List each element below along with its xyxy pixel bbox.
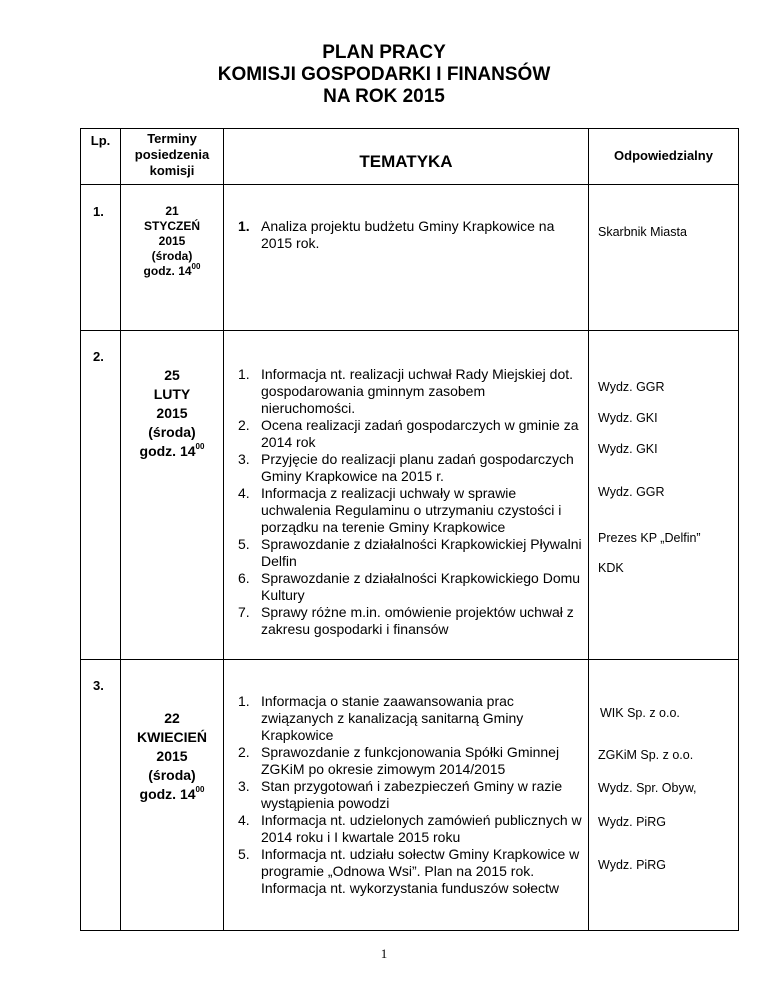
- row-2-topics: [238, 366, 583, 638]
- table-column-divider: [588, 128, 589, 931]
- table-border-top: [80, 128, 739, 129]
- topic-item: [238, 693, 583, 744]
- row-1-weekday: (środa): [151, 249, 193, 263]
- topic-item: [238, 451, 583, 485]
- header-responsible: Odpowiedzialny: [614, 148, 713, 163]
- topic-number: 1.: [238, 218, 250, 234]
- topic-text: Stan przygotowań i zabezpieczeń Gminy w razie wystąpienia powodzi: [261, 778, 563, 811]
- row-1-month: STYCZEŃ: [143, 219, 200, 233]
- row-3-time: [121, 785, 223, 804]
- row-3-time-hour: godz. 14: [139, 786, 196, 802]
- topic-number: 3.: [238, 451, 250, 467]
- table-border-left: [80, 128, 81, 931]
- row-3-responsible-4: Wydz. PiRG: [598, 815, 666, 829]
- row-2-month: LUTY: [153, 386, 191, 402]
- topic-text: Sprawozdanie z funkcjonowania Spółki Gminnej ZGKiM po okresie zimowym 2014/2015: [261, 744, 560, 777]
- row-2-responsible-5: Prezes KP „Delfin”: [598, 531, 701, 545]
- row-3-time-minutes: 00: [195, 785, 205, 795]
- row-2-time-hour: godz. 14: [139, 443, 196, 459]
- topic-text: Informacja nt. udzielonych zamówień publicznych w 2014 roku i I kwartale 2015 roku: [261, 812, 582, 845]
- topic-text: Informacja z realizacji uchwały w sprawie uchwalenia Regulaminu o utrzymaniu czystości i porządku na terenie Gminy Krapkowice: [261, 485, 562, 535]
- topic-item: [238, 778, 583, 812]
- topic-text: Informacja o stanie zaawansowania prac związanych z kanalizacją sanitarną Gminy Krapkowice: [261, 693, 524, 743]
- row-1-responsible: Skarbnik Miasta: [598, 225, 687, 239]
- topic-text: Analiza projektu budżetu Gminy Krapkowice na 2015 rok.: [261, 218, 555, 251]
- row-3-responsible-5: Wydz. PiRG: [598, 858, 666, 872]
- topic-text: Sprawy różne m.in. omówienie projektów uchwał z zakresu gospodarki i finansów: [261, 604, 574, 637]
- topic-item: [238, 570, 583, 604]
- row-1-year: 2015: [158, 234, 186, 248]
- row-3-topics: [238, 693, 583, 897]
- row-1-time-minutes: 00: [191, 262, 201, 271]
- topic-number: 2.: [238, 744, 250, 760]
- row-1-term: [121, 204, 223, 279]
- header-lp: Lp.: [90, 133, 111, 148]
- row-3-year: 2015: [156, 748, 188, 764]
- topic-number: 2.: [238, 417, 250, 433]
- page-number: 1: [380, 946, 388, 961]
- topic-number: 5.: [238, 536, 250, 552]
- table-border-right: [738, 128, 739, 931]
- header-terms-line-1: Terminy: [147, 131, 197, 146]
- row-3-responsible-2: ZGKiM Sp. z o.o.: [598, 748, 694, 762]
- row-1-topics: [238, 218, 583, 252]
- row-3-responsible-1: WIK Sp. z o.o.: [600, 706, 680, 720]
- header-topic: TEMATYKA: [359, 152, 453, 171]
- topic-item: [238, 812, 583, 846]
- row-2-responsible-6: KDK: [598, 561, 624, 575]
- topic-number: 3.: [238, 778, 250, 794]
- topic-item: [238, 366, 583, 417]
- row-3-term: [121, 709, 223, 804]
- row-2-weekday: (środa): [148, 424, 196, 440]
- row-2-responsible-1: Wydz. GGR: [598, 380, 665, 394]
- table-border-bottom: [80, 930, 739, 931]
- row-1-time: [121, 264, 223, 279]
- table-row-divider: [80, 184, 739, 185]
- row-2-time-minutes: 00: [195, 442, 205, 452]
- topic-number: 4.: [238, 485, 250, 501]
- row-1-time-hour: godz. 14: [143, 264, 192, 278]
- title-line-3: NA ROK 2015: [323, 86, 445, 107]
- topic-number: 1.: [238, 366, 250, 382]
- topic-item: [238, 744, 583, 778]
- row-2-time: [121, 442, 223, 461]
- topic-item: [238, 417, 583, 451]
- topic-number: 5.: [238, 846, 250, 862]
- topic-number: 6.: [238, 570, 250, 586]
- topic-item: [238, 536, 583, 570]
- row-2-term: [121, 366, 223, 461]
- row-3-responsible-3: Wydz. Spr. Obyw,: [598, 781, 697, 795]
- document-title: [0, 42, 768, 108]
- topic-number: 7.: [238, 604, 250, 620]
- topic-text: Sprawozdanie z działalności Krapkowickiej Pływalni Delfin: [261, 536, 582, 569]
- row-3-lp: 3.: [93, 678, 104, 693]
- row-2-year: 2015: [156, 405, 188, 421]
- topic-item: [238, 846, 583, 897]
- topic-text: Informacja nt. realizacji uchwał Rady Miejskiej dot. gospodarowania gminnym zasobem nieruchomości.: [261, 366, 574, 416]
- title-line-2: KOMISJI GOSPODARKI I FINANSÓW: [217, 64, 551, 85]
- table-row-divider: [80, 659, 739, 660]
- header-terms-line-3: komisji: [149, 163, 195, 178]
- row-2-day: 25: [164, 367, 180, 383]
- row-3-day: 22: [164, 710, 180, 726]
- topic-text: Informacja nt. udziału sołectw Gminy Krapkowice w programie „Odnowa Wsi”. Plan na 2015 rok. Informacja nt. wykorzystania funduszów sołectw: [261, 846, 580, 896]
- topic-number: 1.: [238, 693, 250, 709]
- topic-text: Ocena realizacji zadań gospodarczych w gminie za 2014 rok: [261, 417, 579, 450]
- header-terms: [121, 131, 223, 179]
- table-column-divider: [223, 128, 224, 931]
- topic-text: Sprawozdanie z działalności Krapkowickiego Domu Kultury: [261, 570, 581, 603]
- table-row-divider: [80, 330, 739, 331]
- topic-number: 4.: [238, 812, 250, 828]
- header-terms-line-2: posiedzenia: [134, 147, 210, 162]
- topic-item: [238, 218, 583, 252]
- row-3-weekday: (środa): [148, 767, 196, 783]
- row-2-responsible-2: Wydz. GKI: [598, 411, 658, 425]
- row-1-day: 21: [165, 204, 179, 218]
- row-2-responsible-3: Wydz. GKI: [598, 442, 658, 456]
- row-2-lp: 2.: [93, 349, 104, 364]
- row-3-month: KWIECIEŃ: [137, 729, 207, 745]
- topic-item: [238, 485, 583, 536]
- row-1-lp: 1.: [93, 204, 104, 219]
- topic-item: [238, 604, 583, 638]
- row-2-responsible-4: Wydz. GGR: [598, 485, 665, 499]
- title-line-1: PLAN PRACY: [322, 42, 446, 63]
- topic-text: Przyjęcie do realizacji planu zadań gospodarczych Gminy Krapkowice na 2015 r.: [261, 451, 574, 484]
